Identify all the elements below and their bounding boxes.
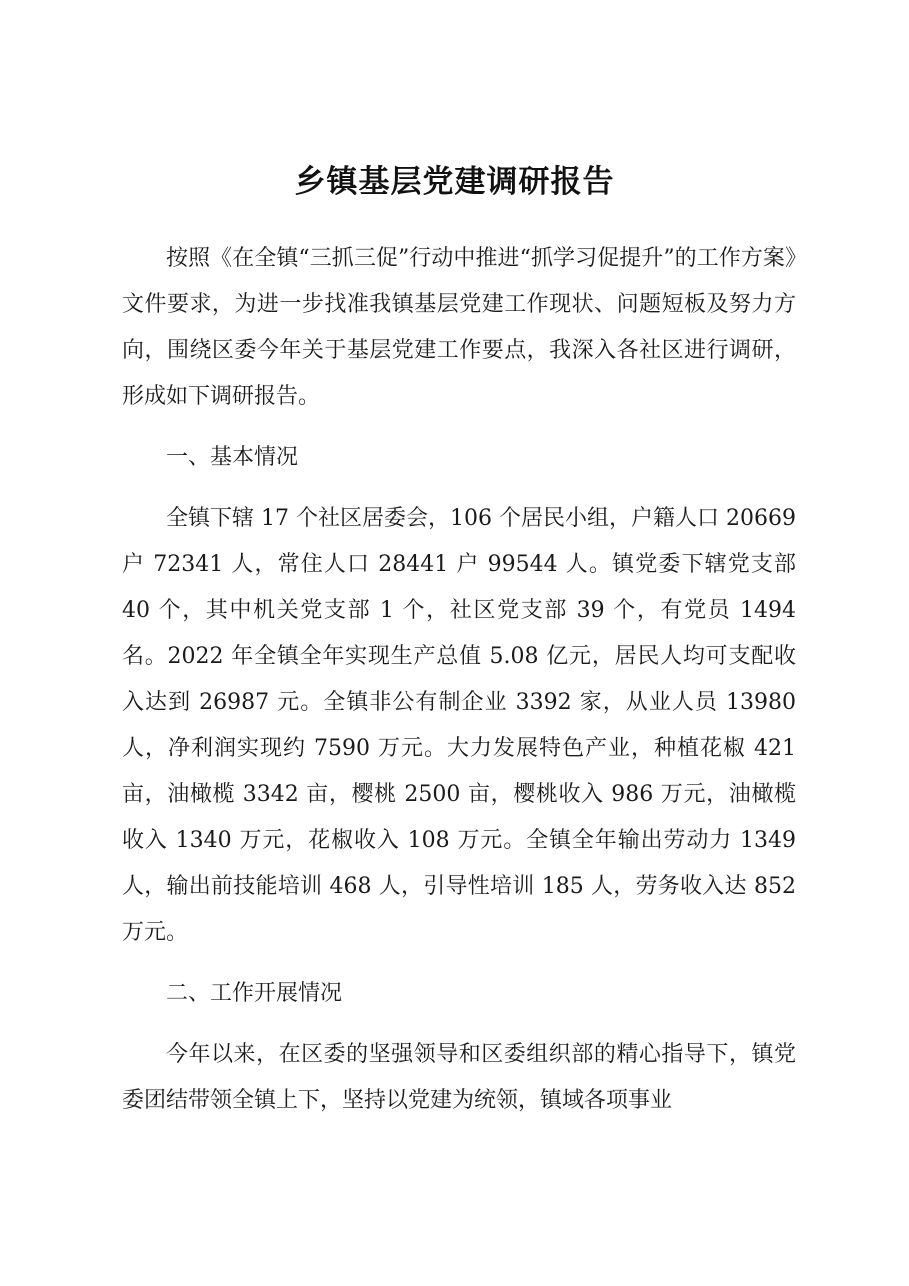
intro-paragraph: 按照《在全镇“三抓三促”行动中推进“抓学习促提升”的工作方案》文件要求，为进一步找准我镇基层党建工作现状、问题短板及努力方向，围绕区委今年关于基层党建工作要点，我深入各社区进行调研，形成如下调研报告。 [122,246,796,409]
section-heading-basic-situation: 一、基本情况 [166,445,299,470]
basic-situation-paragraph: 全镇下辖 17 个社区居委会，106 个居民小组，户籍人口 20669 户 72341 人，常住人口 28441 户 99544 人。镇党委下辖党支部 40 个，其中机关党支部 1 个，社区党支部 39 个，有党员 1494 名。2022 年全镇全年实现生产总值 5.08 亿元，居民人均可支配收入达到 26987 元。全镇非公有制企业 3392 家，从业人员 13980 人，净利润实现约 7590 万元。大力发展特色产业，种植花椒 421 亩，油橄榄 3342 亩，樱桃 2500 亩，樱桃收入 986 万元，油橄榄收入 1340 万元，花椒收入 108 万元。全镇全年输出劳动力 1349 人，输出前技能培训 468 人，引导性培训 185 人，劳务收入达 852 万元。 [122,506,796,945]
section-heading-work-progress: 二、工作开展情况 [166,981,343,1006]
document-body [122,236,796,1139]
work-progress-paragraph: 今年以来，在区委的坚强领导和区委组织部的精心指导下，镇党委团结带领全镇上下，坚持以党建为统领，镇域各项事业 [122,1042,796,1113]
document-title: 乡镇基层党建调研报告 [294,164,615,200]
